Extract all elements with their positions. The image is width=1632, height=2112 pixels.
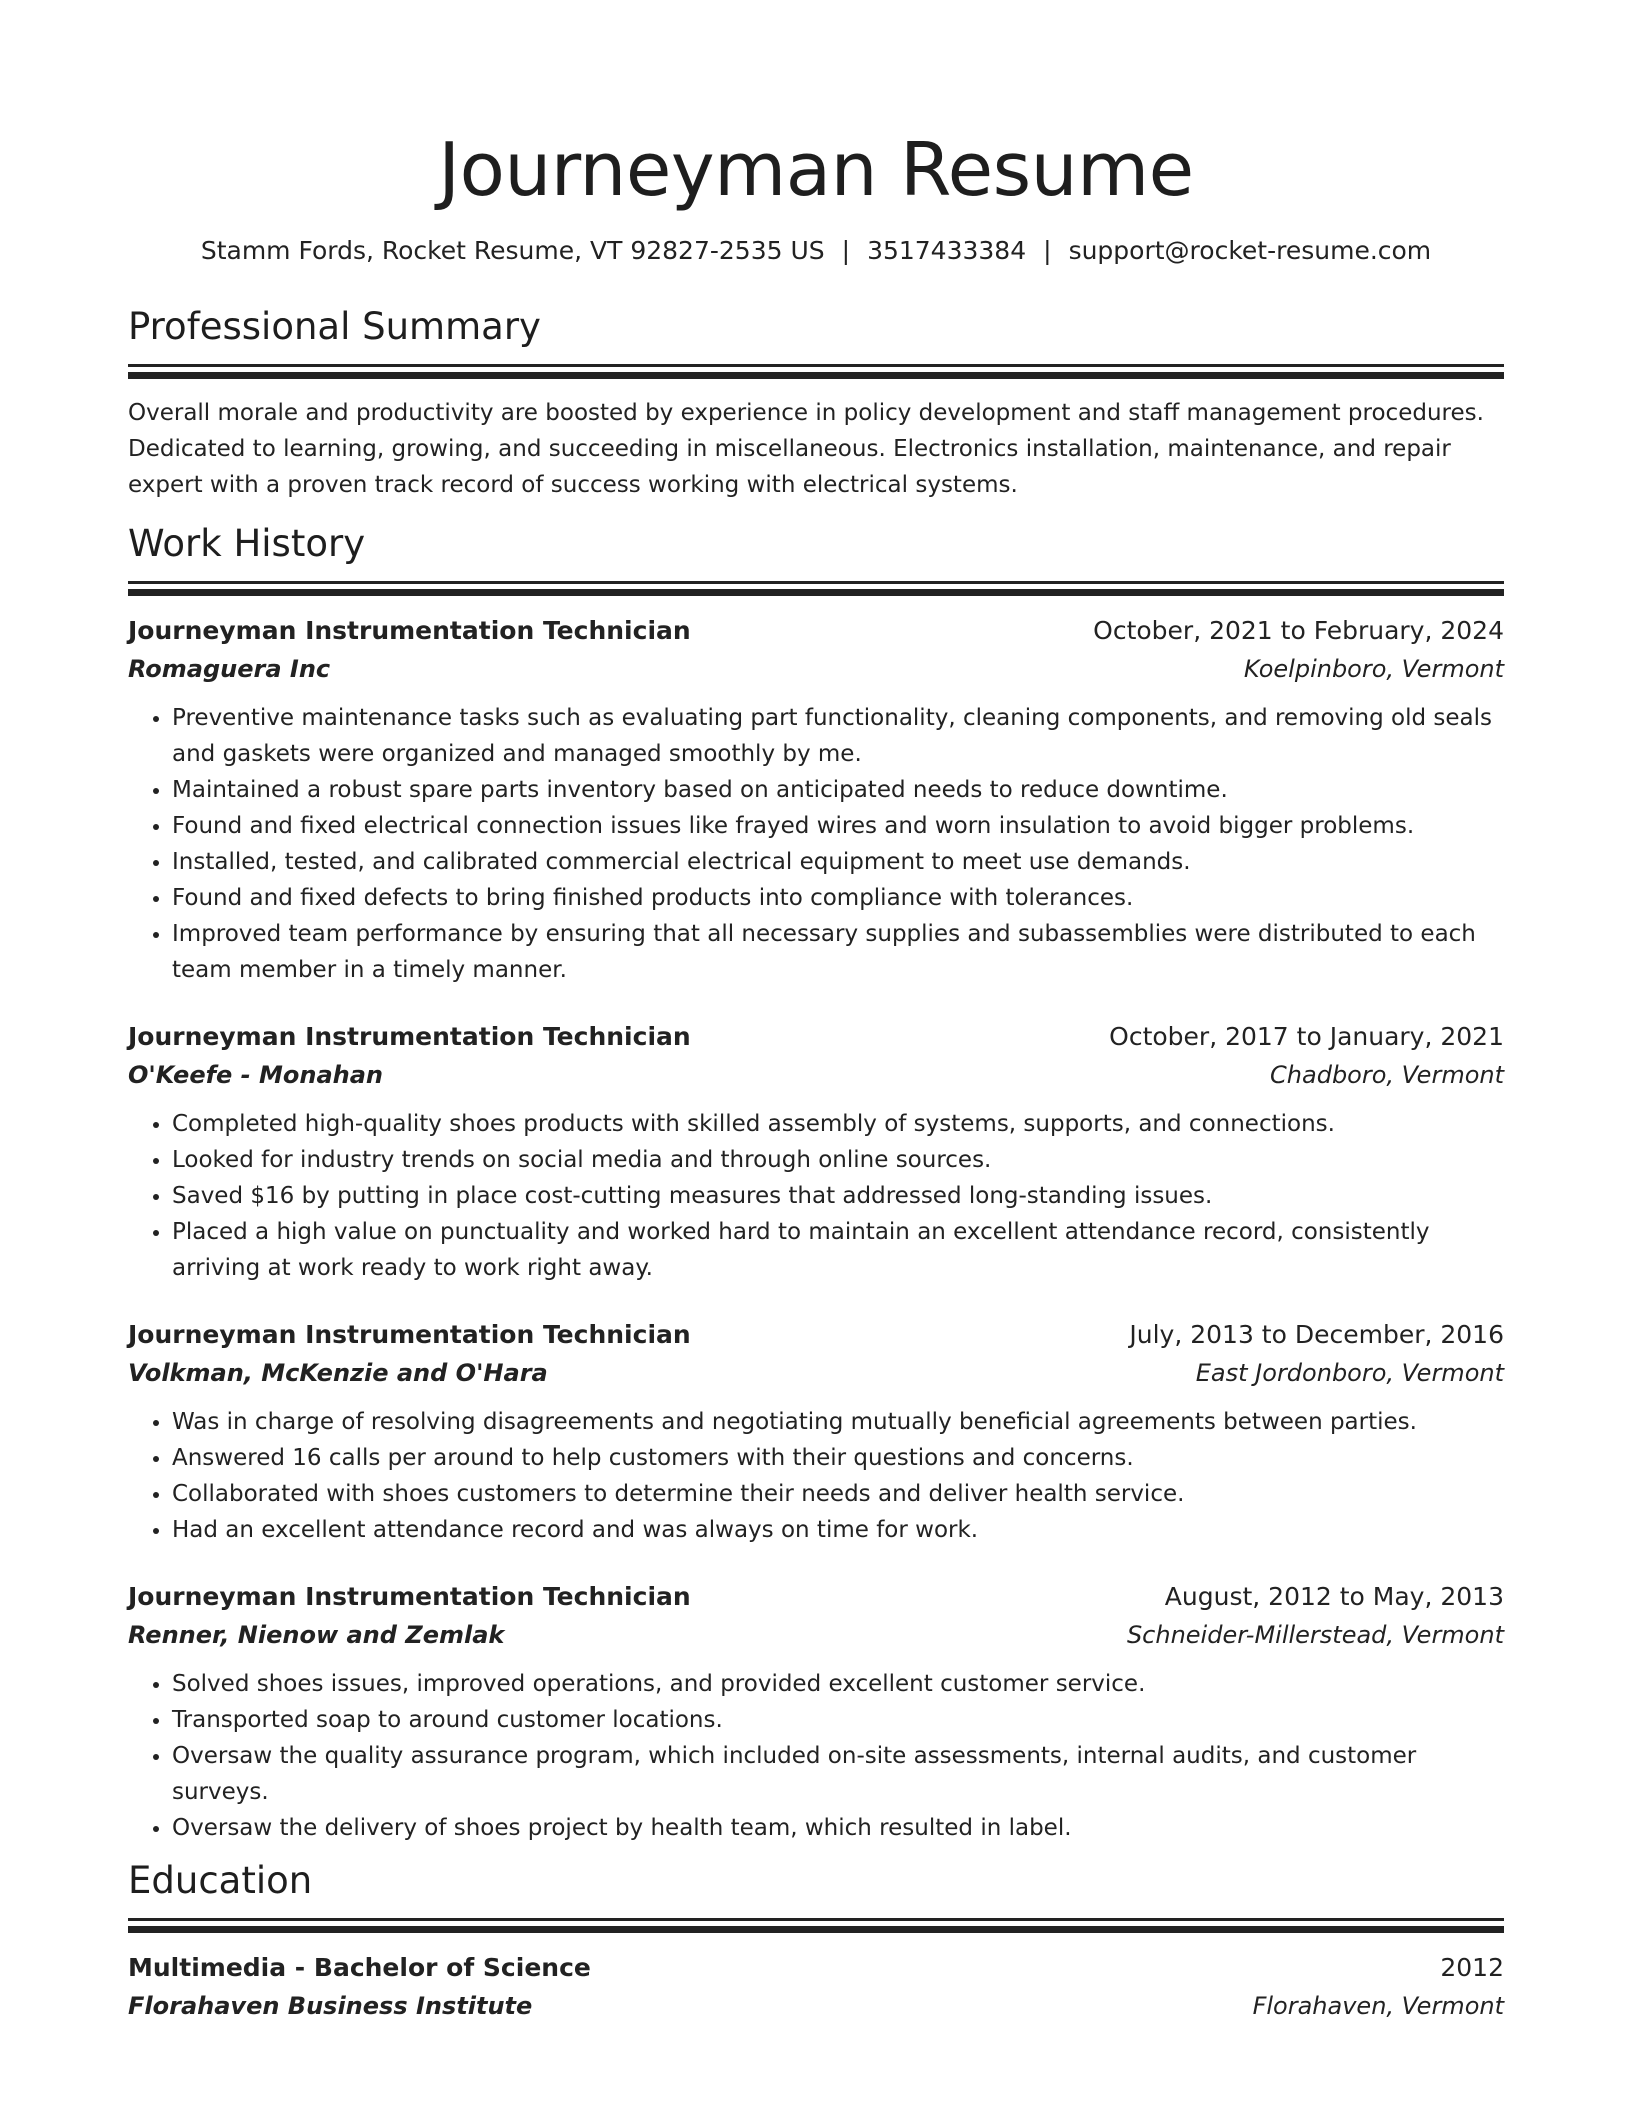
section-heading-summary: Professional Summary	[128, 305, 541, 348]
section-heading-education: Education	[128, 1859, 313, 1902]
job-title: Journeyman Instrumentation Technician	[128, 1582, 691, 1611]
job-location: East Jordonboro, Vermont	[1195, 1359, 1504, 1387]
job-location: Chadboro, Vermont	[1270, 1061, 1504, 1089]
job-bullet: • Was in charge of resolving disagreements and negotiating mutually beneficial agreements between parties.	[172, 1404, 1504, 1440]
job-title: Journeyman Instrumentation Technician	[128, 1320, 691, 1349]
job-entry	[128, 1316, 1504, 1548]
job-bullet: • Placed a high value on punctuality and worked hard to maintain an excellent attendance record, consistently arriving at work ready to work right away.	[172, 1214, 1504, 1286]
job-location: Schneider-Millerstead, Vermont	[1126, 1621, 1504, 1649]
section-divider	[128, 364, 1504, 379]
job-bullets	[128, 1666, 1504, 1846]
job-bullets	[128, 1404, 1504, 1548]
job-bullet: • Preventive maintenance tasks such as evaluating part functionality, cleaning components, and removing old seals and gaskets were organized and managed smoothly by me.	[172, 700, 1504, 772]
education-degree: Multimedia - Bachelor of Science	[128, 1953, 591, 1982]
education-entry	[128, 1949, 1504, 2025]
contact-address: Stamm Fords, Rocket Resume, VT 92827-2535 US	[200, 236, 825, 265]
contact-phone: 3517433384	[867, 236, 1027, 265]
job-title: Journeyman Instrumentation Technician	[128, 1022, 691, 1051]
job-entry	[128, 1578, 1504, 1846]
job-bullet: • Found and fixed electrical connection issues like frayed wires and worn insulation to avoid bigger problems.	[172, 808, 1504, 844]
job-bullet: • Maintained a robust spare parts inventory based on anticipated needs to reduce downtime.	[172, 772, 1504, 808]
job-company: Romaguera Inc	[128, 655, 331, 683]
job-company: O'Keefe - Monahan	[128, 1061, 383, 1089]
job-bullet: • Answered 16 calls per around to help customers with their questions and concerns.	[172, 1440, 1504, 1476]
section-divider	[128, 1918, 1504, 1933]
job-dates: August, 2012 to May, 2013	[1164, 1582, 1504, 1611]
education-year: 2012	[1440, 1953, 1504, 1982]
resume-title: Journeyman Resume	[438, 127, 1194, 213]
job-title: Journeyman Instrumentation Technician	[128, 616, 691, 645]
job-bullet: • Looked for industry trends on social media and through online sources.	[172, 1142, 1504, 1178]
job-bullets	[128, 1106, 1504, 1286]
education-school: Florahaven Business Institute	[128, 1992, 533, 2020]
job-bullet: • Solved shoes issues, improved operations, and provided excellent customer service.	[172, 1666, 1504, 1702]
job-location: Koelpinboro, Vermont	[1243, 655, 1504, 683]
job-company: Renner, Nienow and Zemlak	[128, 1621, 505, 1649]
job-dates: October, 2017 to January, 2021	[1109, 1022, 1504, 1051]
section-heading-work-history: Work History	[128, 522, 366, 565]
work-history-section	[128, 521, 1504, 1846]
contact-email: support@rocket-resume.com	[1068, 236, 1432, 265]
job-bullet: • Improved team performance by ensuring that all necessary supplies and subassemblies were distributed to each team member in a timely manner.	[172, 916, 1504, 988]
job-dates: July, 2013 to December, 2016	[1129, 1320, 1504, 1349]
education-section	[128, 1858, 1504, 2025]
job-entry	[128, 612, 1504, 988]
job-bullet: • Collaborated with shoes customers to determine their needs and deliver health service.	[172, 1476, 1504, 1512]
contact-line	[128, 234, 1504, 268]
job-bullet: • Installed, tested, and calibrated commercial electrical equipment to meet use demands.	[172, 844, 1504, 880]
job-bullet: • Had an excellent attendance record and was always on time for work.	[172, 1512, 1504, 1548]
job-bullet: • Saved $16 by putting in place cost-cutting measures that addressed long-standing issues.	[172, 1178, 1504, 1214]
contact-separator: |	[841, 236, 851, 265]
job-bullet: • Oversaw the quality assurance program, which included on-site assessments, internal audits, and customer surveys.	[172, 1738, 1504, 1810]
job-company: Volkman, McKenzie and O'Hara	[128, 1359, 548, 1387]
job-entry	[128, 1018, 1504, 1286]
summary-section	[128, 304, 1504, 503]
summary-text: Overall morale and productivity are boosted by experience in policy development and staff management procedures. Dedicated to learning, growing, and succeeding in miscellaneous. Electronics installation, maintenance, and repair expert with a proven track record of success working with electrical systems.	[128, 400, 1484, 498]
contact-separator: |	[1043, 236, 1052, 265]
job-bullet: • Found and fixed defects to bring finished products into compliance with tolerances.	[172, 880, 1504, 916]
job-dates: October, 2021 to February, 2024	[1093, 616, 1504, 645]
education-location: Florahaven, Vermont	[1252, 1992, 1504, 2020]
job-bullet: • Transported soap to around customer locations.	[172, 1702, 1504, 1738]
job-bullet: • Completed high-quality shoes products with skilled assembly of systems, supports, and connections.	[172, 1106, 1504, 1142]
section-divider	[128, 581, 1504, 596]
job-bullets	[128, 700, 1504, 988]
job-bullet: • Oversaw the delivery of shoes project by health team, which resulted in label.	[172, 1810, 1504, 1846]
